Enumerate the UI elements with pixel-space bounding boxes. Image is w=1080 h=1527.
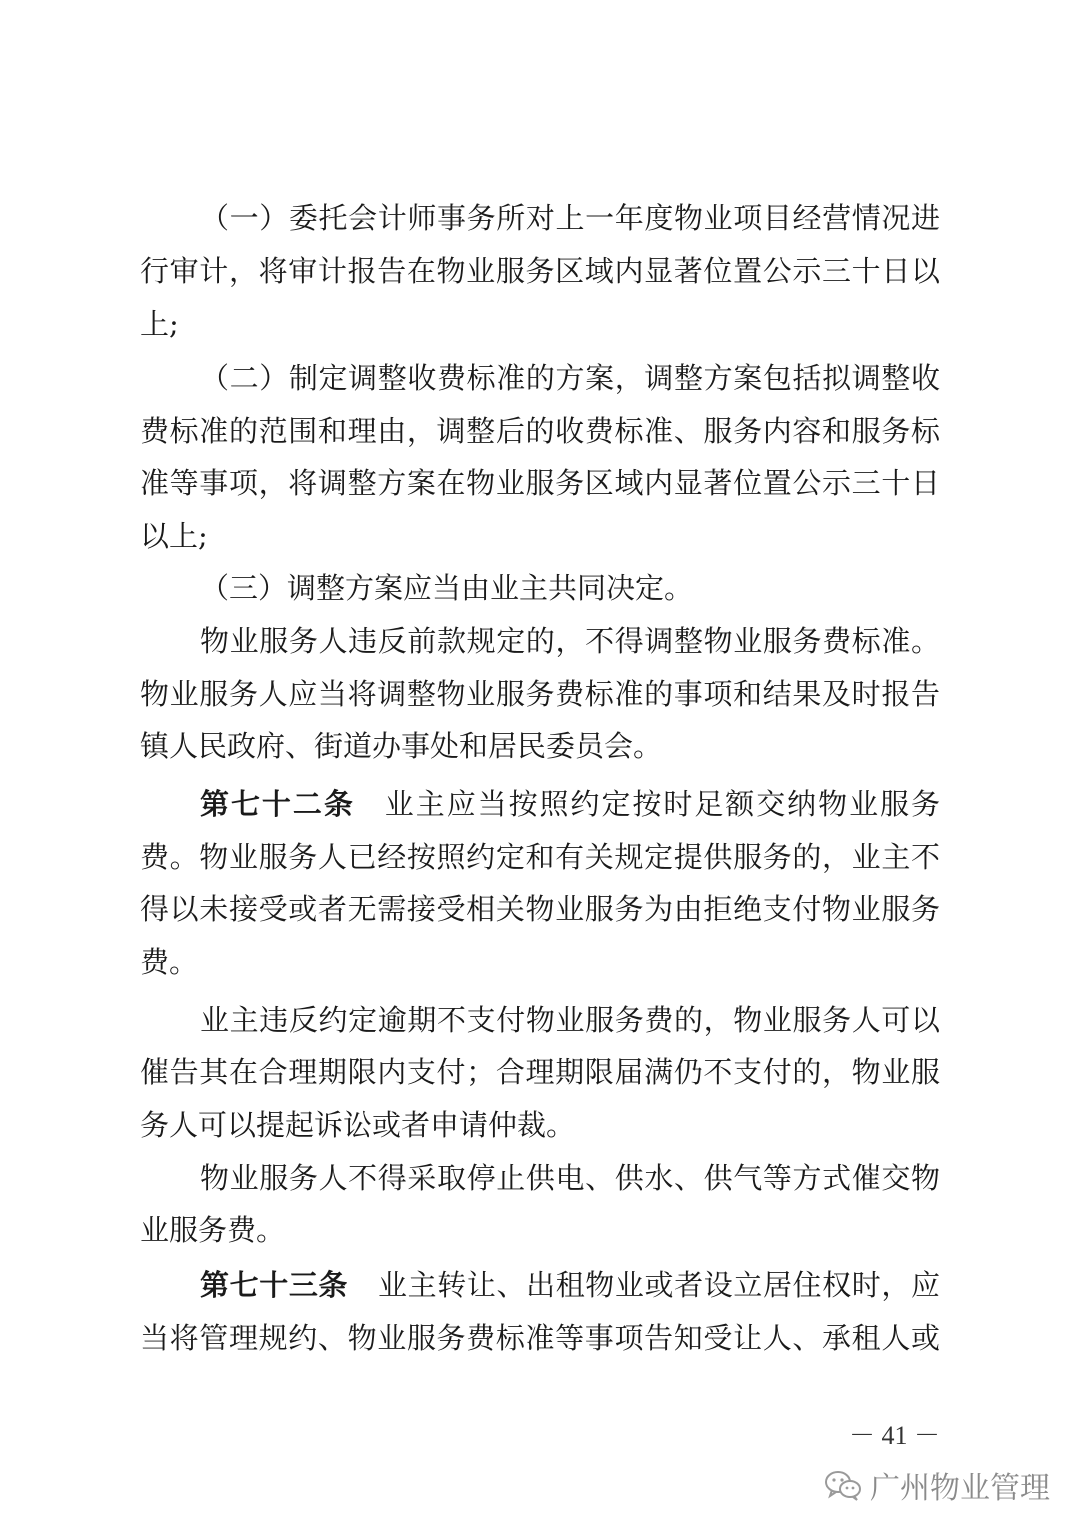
paragraph-line: 费标准的范围和理由，调整后的收费标准、服务内容和服务标 (140, 414, 940, 448)
paragraph-line: 物业服务人不得采取停止供电、供水、供气等方式催交物 (200, 1161, 940, 1195)
paragraph-line: 催告其在合理期限内支付；合理期限届满仍不支付的，物业服 (140, 1055, 940, 1089)
paragraph-line: 费。 (140, 945, 199, 979)
paragraph-line: 业主转让、出租物业或者设立居住权时，应 (378, 1268, 940, 1302)
paragraph-line: 务人可以提起诉讼或者申请仲裁。 (140, 1108, 576, 1142)
paragraph-line: 镇人民政府、街道办事处和居民委员会。 (140, 729, 663, 763)
paragraph-line: 上; (140, 307, 179, 341)
paragraph-line: 行审计，将审计报告在物业服务区域内显著位置公示三十日以 (140, 254, 940, 288)
paragraph-line: 物业服务人违反前款规定的，不得调整物业服务费标准。 (200, 624, 940, 658)
watermark (824, 1463, 1050, 1507)
paragraph-line: （三）调整方案应当由业主共同决定。 (200, 571, 694, 605)
wechat-icon (824, 1469, 862, 1501)
paragraph-line: 业主违反约定逾期不支付物业服务费的，物业服务人可以 (200, 1003, 940, 1037)
paragraph-line: （一）委托会计师事务所对上一年度物业项目经营情况进 (200, 201, 940, 235)
article-73-first-line (200, 1257, 940, 1313)
paragraph-line: 以上; (140, 519, 208, 553)
watermark-text: 广州物业管理 (870, 1471, 1050, 1506)
paragraph-line: 得以未接受或者无需接受相关物业服务为由拒绝支付物业服务 (140, 892, 940, 926)
article-heading: 第七十二条 (200, 787, 355, 821)
paragraph-line: 物业服务人应当将调整物业服务费标准的事项和结果及时报告 (140, 677, 940, 711)
paragraph-line: （二）制定调整收费标准的方案，调整方案包括拟调整收 (200, 361, 940, 395)
page-number: － 41 － (848, 1421, 940, 1450)
paragraph-line: 当将管理规约、物业服务费标准等事项告知受让人、承租人或 (140, 1321, 940, 1355)
paragraph-line: 准等事项，将调整方案在物业服务区域内显著位置公示三十日 (140, 466, 940, 500)
article-72-first-line (200, 776, 940, 832)
paragraph-line: 费。物业服务人已经按照约定和有关规定提供服务的，业主不 (140, 840, 940, 874)
paragraph-line: 业服务费。 (140, 1213, 286, 1247)
article-heading: 第七十三条 (200, 1268, 349, 1302)
paragraph-line: 业主应当按照约定按时足额交纳物业服务 (384, 787, 940, 821)
